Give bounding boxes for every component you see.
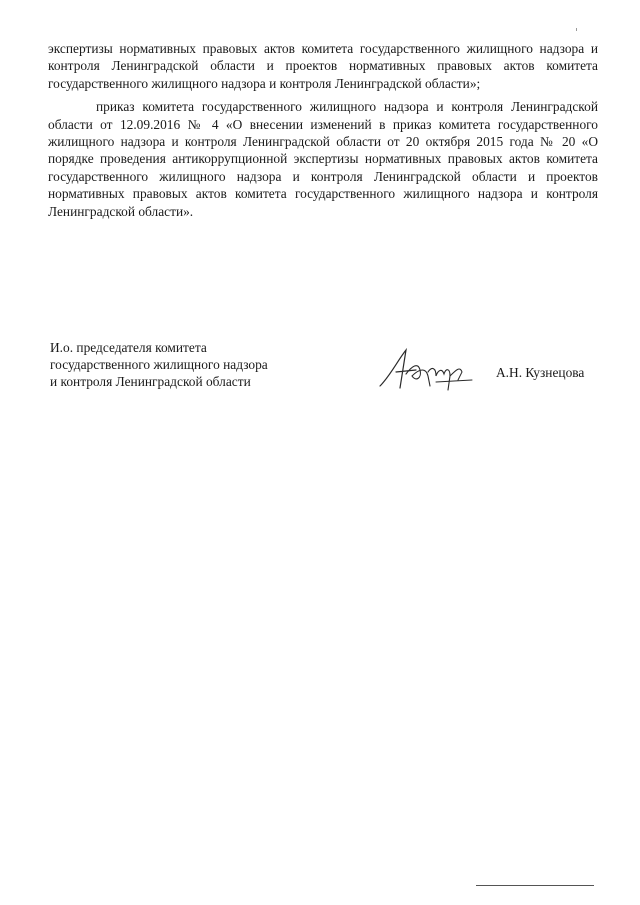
handwritten-signature xyxy=(376,346,476,394)
corner-mark xyxy=(576,28,577,31)
position-line: государственного жилищного надзора xyxy=(50,357,268,372)
signer-name: А.Н. Кузнецова xyxy=(496,365,585,380)
footer-rule xyxy=(476,885,594,886)
paragraph-order-reference: приказ комитета государственного жилищного надзора и контроля Ленинградской области от 12.09.2016 № 4 «О внесении изменений в приказ комитета государственного жилищного надзора и контроля Ленинградской области от 20 октября 2015 года № 20 «О порядке проведения антикоррупционной экспертизы нормативных правовых актов комитета государственного жилищного надзора и контроля Ленинградской области и проектов нормативных правовых актов комитета государственного жилищного надзора и контроля Ленинградской области». xyxy=(48,99,598,219)
position-line: И.о. председателя комитета xyxy=(50,340,207,355)
position-line: и контроля Ленинградской области xyxy=(50,374,251,389)
document-body xyxy=(48,40,598,226)
paragraph-continuation: экспертизы нормативных правовых актов комитета государственного жилищного надзора и контроля Ленинградской области и проектов нормативных правовых актов комитета государственного жилищного надзора и контроля Ленинградской области»; xyxy=(48,41,598,91)
signatory-position xyxy=(50,339,320,390)
